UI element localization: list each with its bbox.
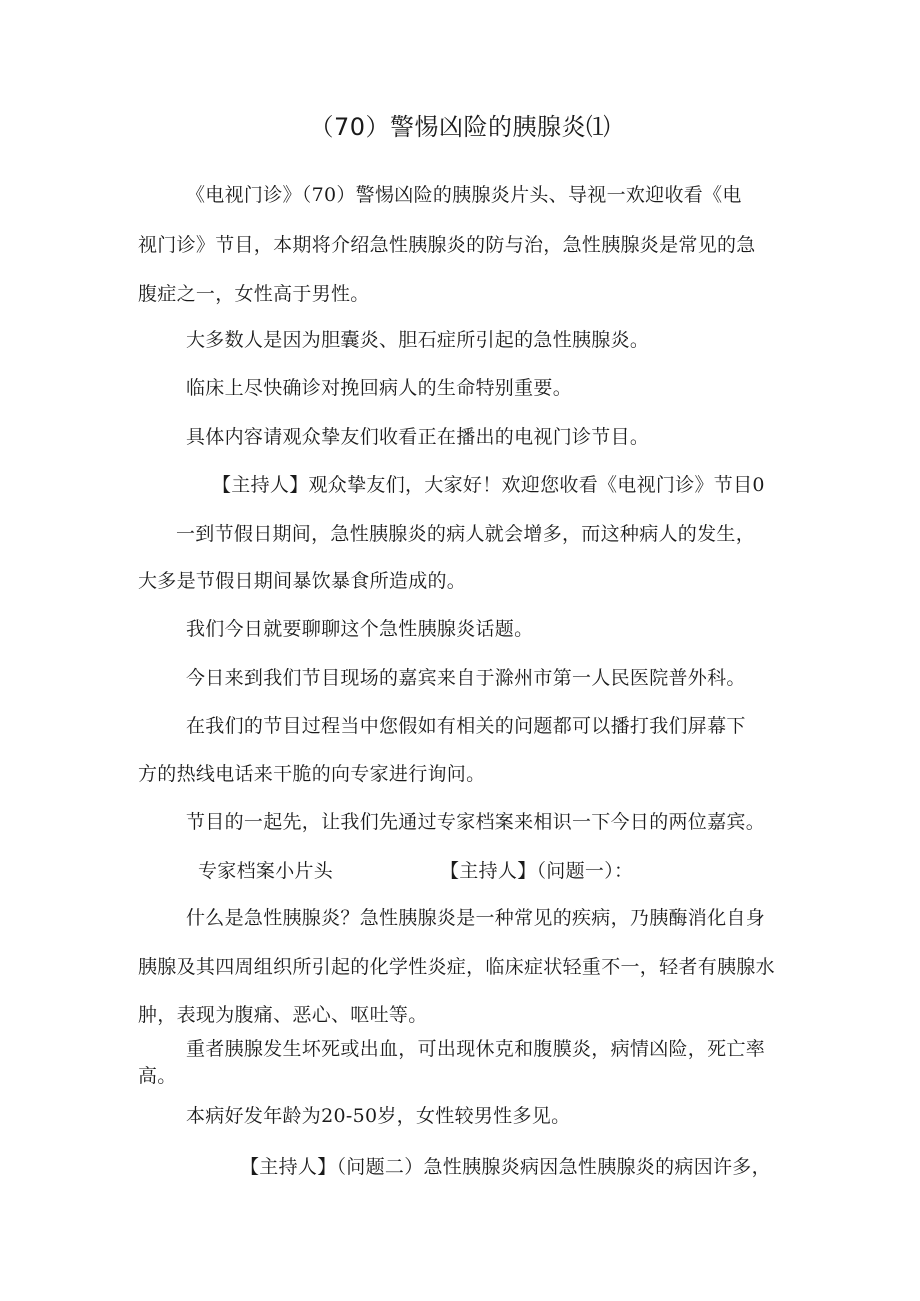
text-line: 具体内容请观众挚友们收看正在播出的电视门诊节目。 <box>186 426 650 448</box>
text-line: 大多是节假日期间暴饮暴食所造成的。 <box>138 570 467 592</box>
text-line: 【主持人】（问题二）急性胰腺炎病因急性胰腺炎的病因许多， <box>240 1156 771 1178</box>
text-line: 今日来到我们节目现场的嘉宾来自于滁州市第一人民医院普外科。 <box>186 667 746 689</box>
text-line: 专家档案小片头 <box>198 860 334 882</box>
text-line: 【主持人】（问题一）： <box>440 860 634 882</box>
text-line: 《电视门诊》（70）警惕凶险的胰腺炎片头、导视一欢迎收看《电 <box>186 184 742 206</box>
text-line: 我们今日就要聊聊这个急性胰腺炎话题。 <box>186 618 534 640</box>
text-line: 方的热线电话来干脆的向专家进行询问。 <box>138 763 486 785</box>
text-line: 腹症之一，女性高于男性。 <box>138 283 370 305</box>
text-line: 肿，表现为腹痛、恶心、呕吐等。 <box>138 1004 428 1026</box>
document-title: （70）警惕凶险的胰腺炎⑴ <box>309 113 611 141</box>
text-line: 视门诊》节目，本期将介绍急性胰腺炎的防与治，急性胰腺炎是常见的急 <box>138 234 756 256</box>
text-line: 什么是急性胰腺炎？急性胰腺炎是一种常见的疾病，乃胰酶消化自身 <box>186 907 766 929</box>
text-line: 一到节假日期间，急性胰腺炎的病人就会增多，而这种病人的发生， <box>176 523 756 545</box>
text-line: 大多数人是因为胆囊炎、胆石症所引起的急性胰腺炎。 <box>186 329 650 351</box>
text-line: 重者胰腺发生坏死或出血，可出现休克和腹膜炎，病情凶险，死亡率 <box>186 1038 766 1060</box>
text-line: 【主持人】观众挚友们，大家好！欢迎您收看《电视门诊》节目0 <box>212 474 765 496</box>
text-line: 临床上尽快确诊对挽回病人的生命特别重要。 <box>186 377 573 399</box>
text-line: 本病好发年龄为20-50岁，女性较男性多见。 <box>186 1105 571 1127</box>
text-line: 在我们的节目过程当中您假如有相关的问题都可以播打我们屏幕下 <box>186 715 746 737</box>
text-line: 节目的一起先，让我们先通过专家档案来相识一下今日的两位嘉宾。 <box>186 811 766 833</box>
text-line: 高。 <box>138 1065 177 1087</box>
text-line: 胰腺及其四周组织所引起的化学性炎症，临床症状轻重不一，轻者有胰腺水 <box>138 956 775 978</box>
